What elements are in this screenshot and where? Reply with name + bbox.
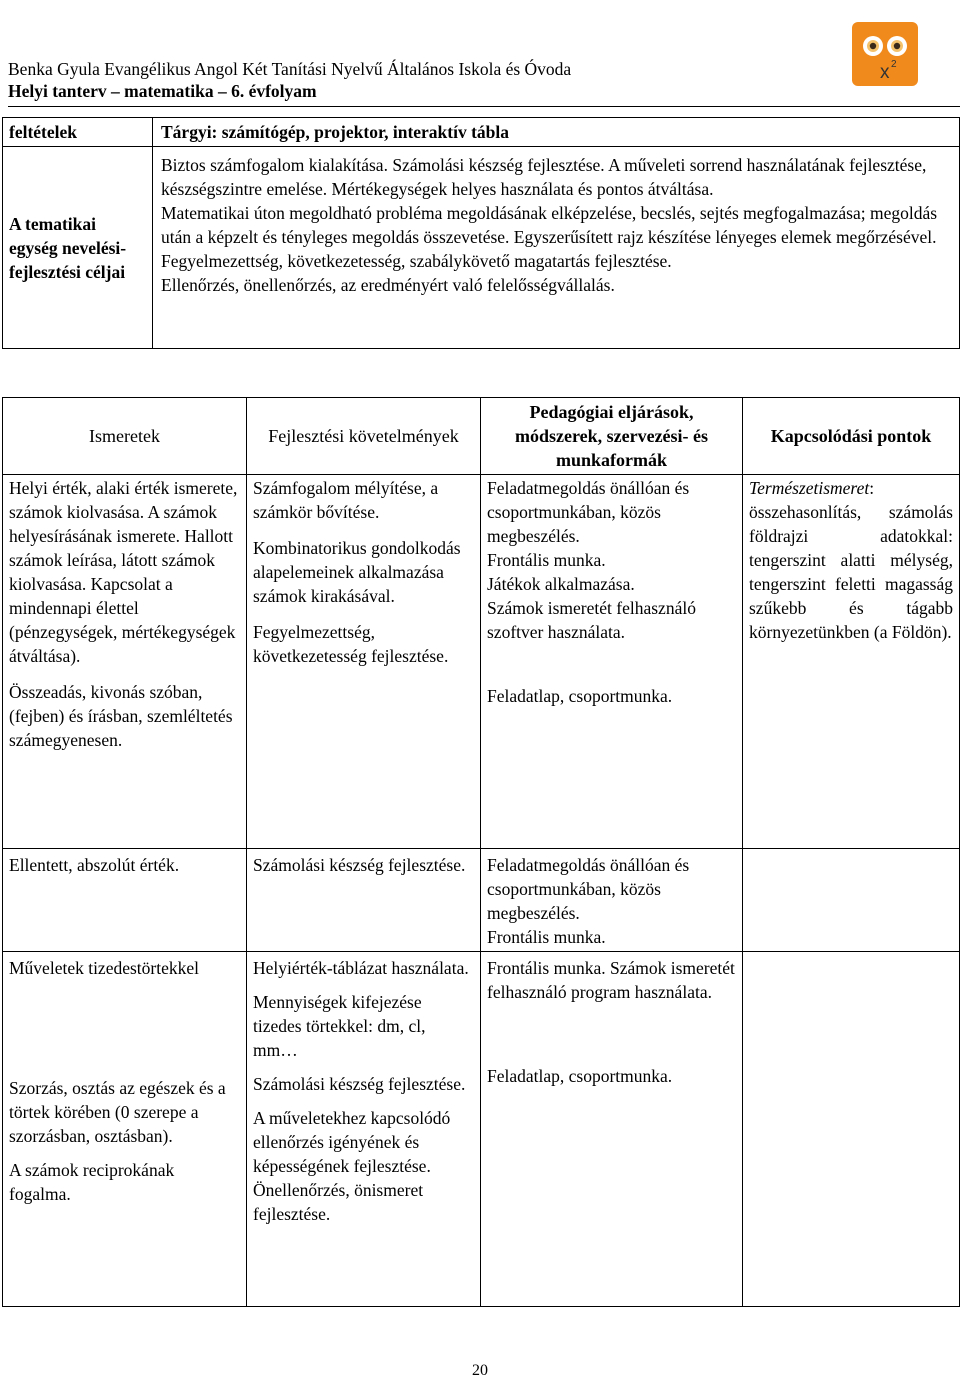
goals-text bbox=[153, 147, 960, 349]
header-rule bbox=[8, 106, 960, 107]
page-number: 20 bbox=[472, 1362, 488, 1379]
connections-cell bbox=[743, 475, 960, 849]
conditions-text: Tárgyi: számítógép, projektor, interaktív tábla bbox=[153, 118, 960, 147]
connection-colon: : bbox=[869, 478, 875, 498]
svg-text:2: 2 bbox=[891, 59, 897, 70]
cell-paragraph: Önellenőrzés, önismeret fejlesztése. bbox=[253, 1180, 424, 1224]
cell-paragraph: Helyiérték-táblázat használata. bbox=[253, 958, 469, 978]
cell-paragraph: Feladatmegoldás önállóan és csoportmunkában, közös megbeszélés. bbox=[487, 855, 690, 923]
requirements-cell bbox=[247, 475, 481, 849]
goals-label: A tematikai egység nevelési-fejlesztési céljai bbox=[3, 147, 153, 349]
goal-paragraph: Matematikai úton megoldható probléma megoldásának elképzelése, becslés, sejtés megfogalmazása; megoldás után a képzelt és tényleges megoldás összevetése. Egyszerűsített rajz készítése lényeges elemek megőrzésével. bbox=[161, 203, 938, 247]
curriculum-table bbox=[2, 397, 960, 1307]
methods-cell bbox=[481, 849, 743, 952]
goals-row bbox=[3, 147, 960, 349]
cell-paragraph: Feladatlap, csoportmunka. bbox=[487, 686, 673, 706]
header-knowledge: Ismeretek bbox=[3, 398, 247, 475]
cell-paragraph: Ellentett, abszolút érték. bbox=[9, 855, 180, 875]
school-name: Benka Gyula Evangélikus Angol Két Tanítási Nyelvű Általános Iskola és Óvoda bbox=[8, 59, 572, 79]
cell-paragraph: Frontális munka. bbox=[487, 550, 606, 570]
document-header bbox=[8, 58, 828, 102]
cell-paragraph: Számok ismeretét felhasználó szoftver használata. bbox=[487, 598, 696, 642]
cell-paragraph: Kombinatorikus gondolkodás alapelemeinek alkalmazása számok kirakásával. bbox=[253, 538, 461, 606]
goal-paragraph: Biztos számfogalom kialakítása. Számolási készség fejlesztése. A műveleti sorrend használatának fejlesztése, készségszintre emelése. Mértékegységek helyes használata és pontos átváltása. bbox=[161, 155, 927, 199]
cell-paragraph: Feladatlap, csoportmunka. bbox=[487, 1066, 673, 1086]
cell-paragraph: Összeadás, kivonás szóban, (fejben) és írásban, szemléltetés számegyenesen. bbox=[9, 682, 233, 750]
cell-paragraph: Frontális munka. bbox=[487, 927, 606, 947]
conditions-label: feltételek bbox=[3, 118, 153, 147]
knowledge-cell bbox=[3, 849, 247, 952]
header-connections: Kapcsolódási pontok bbox=[743, 398, 960, 475]
knowledge-cell bbox=[3, 952, 247, 1307]
goals-table bbox=[2, 117, 960, 349]
cell-paragraph: Frontális munka. Számok ismeretét felhasználó program használata. bbox=[487, 958, 735, 1002]
cell-paragraph: Számolási készség fejlesztése. bbox=[253, 1074, 466, 1094]
cell-paragraph: Helyi érték, alaki érték ismerete, számok kiolvasása. A számok helyesírásának ismerete. Hallott számok leírása, látott számok kiolvasása. Kapcsolat a mindennapi élettel (pénzegységek, mértékegységek átváltása). bbox=[9, 478, 238, 666]
knowledge-cell bbox=[3, 475, 247, 849]
header-methods: Pedagógiai eljárások, módszerek, szervezési- és munkaformák bbox=[481, 398, 743, 475]
connection-text: összehasonlítás, számolás földrajzi adatokkal: tengerszint alatti mélység, tengerszint feletti magasság szűkebb és tágabb környezetünkben (a Földön). bbox=[749, 502, 953, 642]
goal-paragraph: Fegyelmezettség, következetesség, szabálykövető magatartás fejlesztése. bbox=[161, 251, 672, 271]
table-row bbox=[3, 475, 960, 849]
cell-paragraph: A számok reciprokának fogalma. bbox=[9, 1160, 175, 1204]
curriculum-title: Helyi tanterv – matematika – 6. évfolyam bbox=[8, 81, 317, 101]
cell-paragraph: Mennyiségek kifejezése tizedes törtekkel: dm, cl, mm… bbox=[253, 992, 426, 1060]
cell-paragraph: Számfogalom mélyítése, a számkör bővítése. bbox=[253, 478, 439, 522]
connections-cell bbox=[743, 849, 960, 952]
header-row bbox=[3, 398, 960, 475]
svg-text:x: x bbox=[880, 62, 890, 83]
owl-eyes-x2-logo-icon bbox=[852, 22, 918, 86]
goal-paragraph: Ellenőrzés, önellenőrzés, az eredményért való felelősségvállalás. bbox=[161, 275, 615, 295]
requirements-cell bbox=[247, 849, 481, 952]
cell-paragraph: Játékok alkalmazása. bbox=[487, 574, 635, 594]
header-requirements: Fejlesztési követelmények bbox=[247, 398, 481, 475]
connections-cell bbox=[743, 952, 960, 1307]
conditions-row bbox=[3, 118, 960, 147]
requirements-cell bbox=[247, 952, 481, 1307]
cell-paragraph: Fegyelmezettség, következetesség fejlesztése. bbox=[253, 622, 449, 666]
table-row bbox=[3, 849, 960, 952]
table-row bbox=[3, 952, 960, 1307]
methods-cell bbox=[481, 952, 743, 1307]
cell-paragraph: Szorzás, osztás az egészek és a törtek körében (0 szerepe a szorzásban, osztásban). bbox=[9, 1078, 226, 1146]
cell-paragraph: Műveletek tizedestörtekkel bbox=[9, 958, 199, 978]
methods-cell bbox=[481, 475, 743, 849]
cell-paragraph: Számolási készség fejlesztése. bbox=[253, 855, 466, 875]
cell-paragraph: A műveletekhez kapcsolódó ellenőrzés igényének és képességének fejlesztése. bbox=[253, 1108, 451, 1176]
cell-paragraph: Feladatmegoldás önállóan és csoportmunkában, közös megbeszélés. bbox=[487, 478, 690, 546]
connection-subject: Természetismeret bbox=[749, 478, 870, 498]
